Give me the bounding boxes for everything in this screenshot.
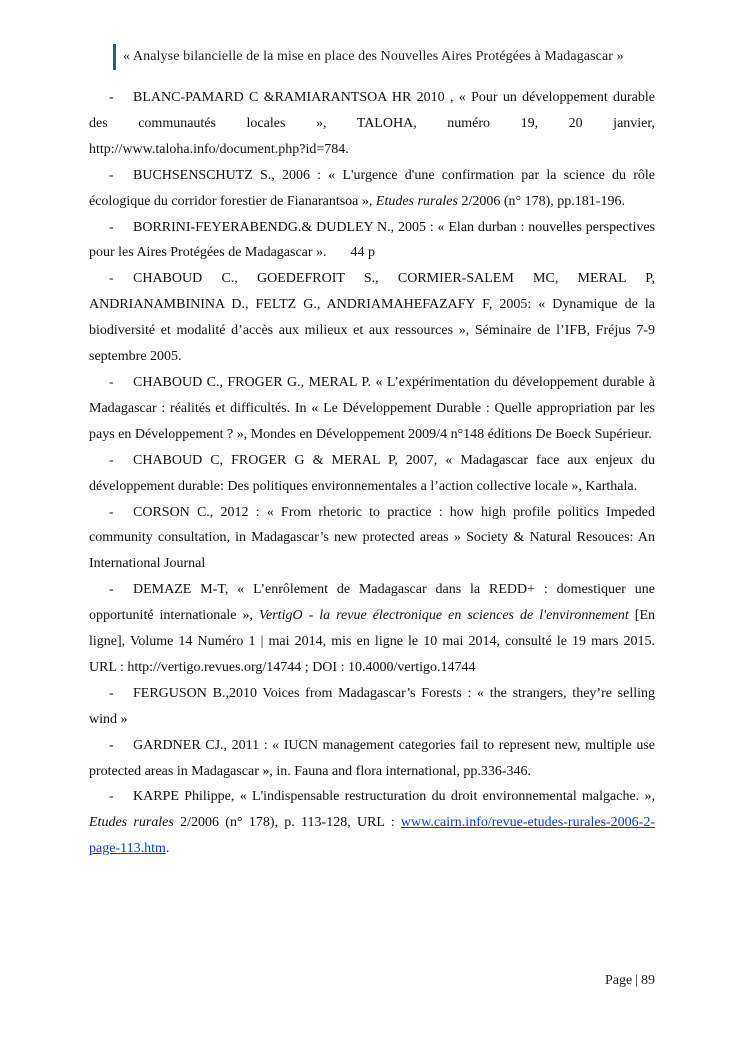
reference-text: BORRINI-FEYERABENDG.& DUDLEY N., 2005 : « Elan durban : nouvelles perspectives pour les Aires Protégées de Madagascar ».	[89, 219, 655, 261]
reference-text: CHABOUD C., FROGER G., MERAL P. « L’expérimentation du développement durable à Madagascar : réalités et difficultés. In « Le Développement Durable : Quelle appropriation par les pays en Développement ? », Mondes en Développement 2009/4 n°148 éditions De Boeck Supérieur.	[89, 374, 655, 442]
reference-item	[89, 733, 655, 785]
journal-title: Etudes rurales	[375, 193, 458, 209]
reference-text: CHABOUD C, FROGER G & MERAL P, 2007, « Madagascar face aux enjeux du développement durable: Des politiques environnementales a l’action collective locale », Karthala.	[89, 452, 655, 494]
reference-item	[89, 85, 655, 163]
list-dash: -	[109, 582, 114, 598]
list-dash: -	[109, 167, 114, 183]
list-dash: -	[109, 737, 114, 753]
reference-text: DEMAZE M-T, « L’enrôlement de Madagascar dans la REDD+ : domestiquer une opportunité internationale »,	[89, 582, 655, 624]
page-label: Page	[604, 973, 633, 988]
list-dash: -	[109, 789, 114, 805]
reference-text: CORSON C., 2012 : « From rhetoric to practice : how high profile politics Impeded community consultation, in Madagascar’s new protected areas » Society & Natural Resouces: An International Journal	[89, 504, 655, 572]
reference-text: KARPE Philippe, « L'indispensable restructuration du droit environnemental malgache. »,	[133, 789, 655, 805]
reference-item	[89, 784, 655, 862]
list-dash: -	[109, 685, 114, 701]
cairn-link[interactable]: www.cairn.info/revue-etudes-rurales-2006-2-page-113.htm	[89, 815, 656, 857]
reference-item	[89, 163, 655, 215]
list-dash: -	[109, 90, 114, 105]
reference-item	[89, 500, 655, 578]
reference-item	[89, 448, 655, 500]
reference-text: FERGUSON B.,2010 Voices from Madagascar’s Forests : « the strangers, they’re selling wind »	[89, 685, 655, 727]
reference-text-tail: 2/2006 (n° 178), p. 113-128, URL :	[173, 815, 401, 831]
running-header	[113, 44, 673, 70]
reference-item	[89, 215, 655, 267]
reference-pages: 44 p	[350, 245, 376, 261]
reference-item	[89, 577, 655, 681]
reference-text: BUCHSENSCHUTZ S., 2006 : « L'urgence d'une confirmation par la science du rôle écologique du corridor forestier de Fianarantsoa »,	[89, 167, 655, 209]
header-accent-bar	[113, 44, 116, 70]
list-dash: -	[109, 374, 114, 390]
reference-item	[89, 266, 655, 370]
reference-text: CHABOUD C., GOEDEFROIT S., CORMIER-SALEM MC, MERAL P, ANDRIANAMBININA D., FELTZ G., ANDRIAMAHEFAZAFY F, 2005: « Dynamique de la biodiversité et modalité d’accès aux milieux et aux ressources », Séminaire de l’IFB, Fréjus 7-9 septembre 2005.	[89, 271, 655, 365]
list-dash: -	[109, 504, 114, 520]
journal-title: VertigO - la revue électronique en sciences de l'environnement	[259, 608, 629, 624]
reference-item	[89, 681, 655, 733]
header-title: « Analyse bilancielle de la mise en place des Nouvelles Aires Protégées à Madagascar »	[123, 49, 624, 64]
reference-text-tail: 2/2006 (n° 178), pp.181-196.	[457, 193, 625, 209]
list-dash: -	[109, 271, 114, 287]
page-number: 89	[641, 973, 655, 988]
list-dash: -	[109, 452, 114, 468]
page-separator: |	[635, 973, 638, 988]
list-dash: -	[109, 219, 114, 235]
bibliography-list	[89, 85, 655, 862]
page-footer	[605, 973, 655, 989]
reference-end: .	[165, 841, 170, 857]
journal-title: Etudes rurales	[89, 815, 174, 831]
reference-text: GARDNER CJ., 2011 : « IUCN management categories fail to represent new, multiple use protected areas in Madagascar », in. Fauna and flora international, pp.336-346.	[89, 737, 655, 779]
reference-text: BLANC-PAMARD C &RAMIARANTSOA HR 2010 , « Pour un développement durable des communautés locales », TALOHA, numéro 19, 20 janvier, http://www.taloha.info/document.php?id=784.	[89, 90, 655, 157]
reference-item	[89, 370, 655, 448]
reference-text-tail: [En ligne], Volume 14 Numéro 1 | mai 2014, mis en ligne le 10 mai 2014, consulté le 19 mars 2015. URL : http://vertigo.revues.org/14744 ; DOI : 10.4000/vertigo.14744	[89, 608, 655, 675]
